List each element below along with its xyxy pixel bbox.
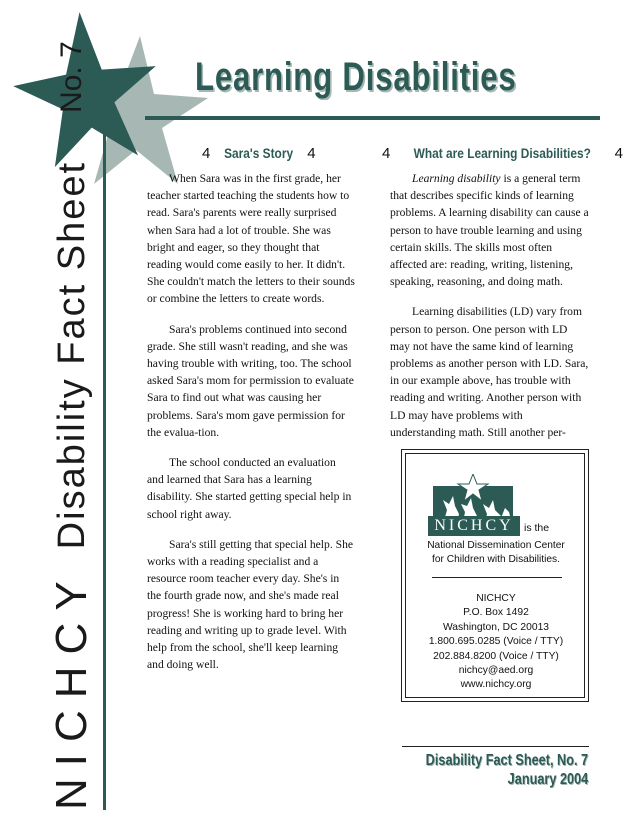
website-line: www.nichcy.org [460,679,532,691]
left-column-heading [198,145,320,162]
address-line: NICHCY [476,593,516,604]
page-title: Learning Disabilities [195,55,517,99]
left-column-body [147,170,355,686]
heading-bullet: 4 [614,145,623,162]
is-the-text: is the [524,522,550,534]
footer-date-text: January 2004 [507,771,588,788]
right-column-heading [378,145,627,162]
heading-text: Sara's Story [224,145,294,161]
paragraph: Learning disabilities (LD) vary from person to person. One person with LD may not have the same kind of learning problems as another person with LD. Sara, in our example above, has trouble with reading and writing. Another person with LD may have problems with understanding math. Still another per- [390,305,589,439]
defined-term: Learning disability [412,172,501,185]
heading-bullet: 4 [202,145,211,162]
address-line: Washington, DC 20013 [442,621,550,633]
org-description-line: for Children with Disabilities. [432,554,560,565]
spine-label [47,41,96,810]
heading-bullet: 4 [382,145,391,162]
paragraph: Sara's problems continued into second grade. She still wasn't reading, and she was having trouble with writing, too. The school asked Sara's mom for permission to evaluate Sara to find out what was causing her problems. Sara's mom gave permission for the evalua-tion. [147,322,354,439]
paragraph-text: is a general term that describes specific kinds of learning problems. A learning disability can cause a person to have trouble learning and using certain skills. The skills most often affected are: reading, writing, listening, speaking, reasoning, and doing math. [390,172,589,289]
org-description [410,539,582,567]
contact-address [408,592,584,693]
org-description-line: National Dissemination Center [427,540,565,551]
spine-number: No. 7 [55,41,88,113]
spine-series: Disability Fact Sheet [50,160,93,550]
paragraph: The school conducted an evaluation and learned that Sara has a learning disability. She started getting special help in school right away. [147,456,352,521]
footer-rule [402,746,589,747]
footer-series-text: Disability Fact Sheet, No. 7 [425,752,588,769]
nichcy-contact-box [401,449,589,702]
footer-series [370,752,588,770]
heading-bullet: 4 [307,145,316,162]
heading-text: What are Learning Disabilities? [413,145,592,161]
phone-line: 1.800.695.0285 (Voice / TTY) [428,636,564,648]
address-line: P.O. Box 1492 [463,607,529,619]
paragraph: When Sara was in the first grade, her teacher started teaching the students how to read. Sara's parents were really surprised when Sara had a lot of trouble. She was bright and eager, so they thought that reading would come easily to her. It didn't. She couldn't match the letters to their sounds or combine the letters to create words. [147,172,355,306]
contact-box-inner [405,453,585,698]
spine-org: NICHCY [47,569,96,810]
spine-rule [103,110,106,810]
email-line: nichcy@aed.org [458,665,534,677]
nichcy-wordmark: NICHCY [428,516,520,536]
footer-date [370,771,588,789]
right-column-body [390,170,590,454]
paragraph [390,170,590,290]
paragraph: Sara's still getting that special help. She works with a reading specialist and a resource room teacher every day. She's in the fourth grade now, and she's made real progress! She is working hard to bring her reading and writing up to grade level. With help from the school, she'll keep learning and doing well. [147,537,354,672]
phone-line: 202.884.8200 (Voice / TTY) [433,650,559,662]
box-divider [432,577,562,578]
title-rule [145,116,600,120]
